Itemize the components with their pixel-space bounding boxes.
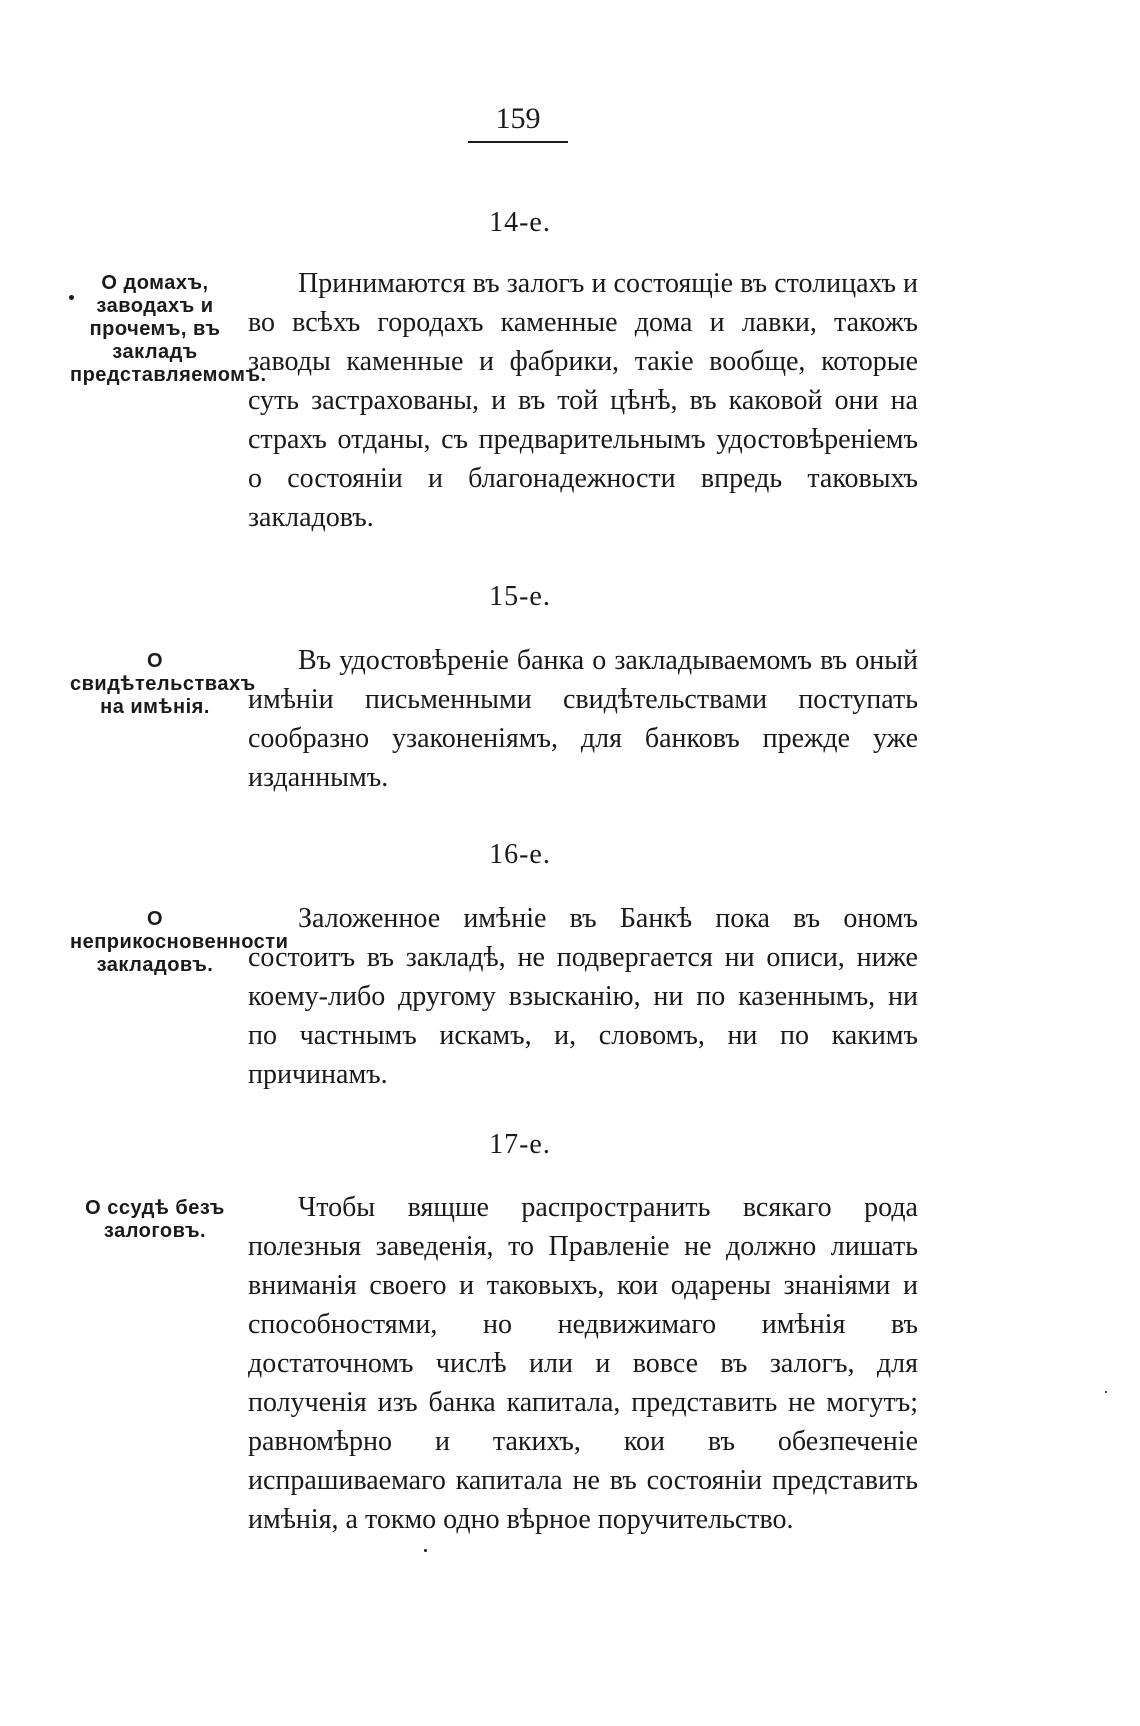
- margin-note-15: О свидѣтельствахъ на имѣнія.: [70, 650, 256, 718]
- speck-bottom: [424, 1549, 427, 1552]
- page-number: 159: [495, 102, 541, 135]
- margin-note-14: О домахъ, заводахъ и прочемъ, въ закладъ представляемомъ.: [70, 272, 267, 386]
- paragraph-16: Заложенное имѣніе въ Банкѣ пока въ ономъ состоитъ въ закладѣ, не подвергается ни описи, ниже коему-либо другому взысканію, ни по казеннымъ, ни по частнымъ искамъ, и, словомъ, ни по какимъ причинамъ.: [248, 903, 918, 1090]
- section-number-16: 16-е.: [489, 839, 551, 870]
- speck-left: [69, 295, 74, 300]
- paragraph-14: Принимаются въ залогъ и состоящіе въ столицахъ и во всѣхъ городахъ каменные дома и лавки, такожъ заводы каменные и фабрики, такіе вообще, которые суть застрахованы, и въ той цѣнѣ, въ каковой они на страхъ отданы, съ предварительнымъ удостовѣреніемъ о состояніи и благонадежности впредь таковыхъ закладовъ.: [248, 268, 918, 533]
- speck-right: [1105, 1391, 1107, 1393]
- paragraph-15: Въ удостовѣреніе банка о закладываемомъ въ оный имѣніи письменными свидѣтельствами поступать сообразно узаконеніямъ, для банковъ прежде уже изданнымъ.: [248, 645, 918, 793]
- section-number-14: 14-е.: [489, 207, 551, 238]
- margin-note-16: О неприкосновенности закладовъ.: [70, 908, 289, 976]
- page-number-rule: [468, 141, 568, 143]
- margin-note-17: О ссудѣ безъ залоговъ.: [85, 1197, 225, 1242]
- paragraph-17: Чтобы вящше распространить всякаго рода полезныя заведенія, то Правленіе не должно лишать вниманія своего и таковыхъ, кои одарены знаніями и способностями, но недвижимаго имѣнія въ достаточномъ числѣ или и вовсе въ залогъ, для полученія изъ банка капитала, представить не могутъ; равномѣрно и такихъ, кои въ обезпеченіе испрашиваемаго капитала не въ состояніи представить имѣнія, а токмо одно вѣрное поручительство.: [248, 1192, 918, 1535]
- section-number-15: 15-е.: [489, 581, 551, 612]
- section-number-17: 17-е.: [489, 1129, 551, 1160]
